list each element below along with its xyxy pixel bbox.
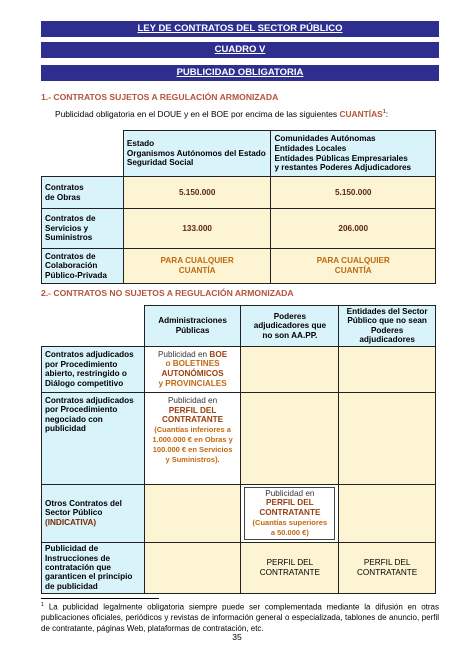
t2-cell-perfil: PERFIL DEL CONTRATANTE [339,542,436,593]
pub-line: AUTONÓMICOS [161,369,224,379]
footnote-text: La publicidad legalmente obligatoria siempre puede ser complementada mediante la difusión en otras publicaciones oficiales, periódicos y revistas de información general o especializada, tablones de anuncio, perfil de contratante, páginas Web, plataformas de contratación, etc. [41,602,439,634]
pub-pre: Publicidad en [167,395,218,405]
law-title-banner: LEY DE CONTRATOS DEL SECTOR PÚBLICO [41,21,439,37]
intro-end: : [385,109,389,119]
t1-value: PARA CUALQUIER CUANTÍA [123,249,271,284]
page-number: 35 [232,632,242,642]
pub-line: y PROVINCIALES [158,379,227,389]
t2-row-label: Contratos adjudicados por Procedimiento abierto, restringido o Diálogo competitivo [42,346,145,392]
footnote [41,602,439,635]
t1-value: 5.150.000 [271,177,436,209]
footnote-ref: 1 [382,109,386,116]
pub-note: (Cuantías superiores a 50.000 €) [252,518,328,537]
t1-value: 206.000 [271,209,436,249]
t2-cell-boe [144,346,241,392]
t2-col-head-poderes: Poderes adjudicadores que no son AA.PP. [241,306,339,347]
harmonized-thresholds-table [41,130,436,284]
intro-text: Publicidad obligatoria en el DOUE y en el BOE por encima de las siguientes [55,109,338,119]
pub-pre: Publicidad en [157,349,208,359]
t1-row-label: Contratos de Colaboración Público-Privada [42,249,124,284]
pub-perfil: PERFIL DEL CONTRATANTE [162,405,224,425]
t1-value: 5.150.000 [123,177,271,209]
section2-title: 2.- CONTRATOS NO SUJETOS A REGULACIÓN ARMONIZADA [41,288,294,298]
row3-tag: (INDICATIVA) [45,517,97,527]
t2-col-head-entidades: Entidades del Sector Público que no sean Poderes adjudicadores [339,306,436,347]
t1-row-label: Contratos de Servicios y Suministros [42,209,124,249]
pub-line: o BOLETINES [165,359,220,369]
footnote-num: 1 [41,602,45,608]
t2-row-label [42,484,145,542]
t2-row-label: Contratos adjudicados por Procedimiento negociado con publicidad [42,392,145,484]
t2-row-label: Publicidad de Instrucciones de contratación que garanticen el principio de publicidad [42,542,145,593]
row3-label: Otros Contratos del Sector Público [45,499,122,518]
section1-intro [55,109,388,119]
t1-value: PARA CUALQUIER CUANTÍA [271,249,436,284]
t2-col-head-aapp: Administraciones Públicas [144,306,241,347]
pub-boe: BOE [209,349,228,359]
t1-col-head-state: Estado Organismos Autónomos del Estado Seguridad Social [123,131,271,177]
non-harmonized-table [41,305,436,594]
pub-pre: Publicidad en [265,488,315,498]
t1-col-head-regions: Comunidades Autónomas Entidades Locales Entidades Públicas Empresariales y restantes Poderes Adjudicadores [271,131,436,177]
t2-cell-perfil: PERFIL DEL CONTRATANTE [241,542,339,593]
cuadro-banner: CUADRO V [41,42,439,58]
section1-title: 1.- CONTRATOS SUJETOS A REGULACIÓN ARMONIZADA [41,92,279,102]
t2-cell-perfil [144,392,241,484]
t1-value: 133.000 [123,209,271,249]
topic-banner: PUBLICIDAD OBLIGATORIA [41,65,439,81]
t2-cell-perfil-indicativa [241,484,339,542]
t1-row-label: Contratos de Obras [42,177,124,209]
pub-note: (Cuantías inferiores a 1.000.000 € en Obras y 100.000 € en Servicios y Suministros). [152,425,233,464]
pub-perfil: PERFIL DEL CONTRATANTE [259,498,321,518]
footnote-divider [41,598,159,599]
intro-strong: CUANTÍAS [339,109,383,119]
